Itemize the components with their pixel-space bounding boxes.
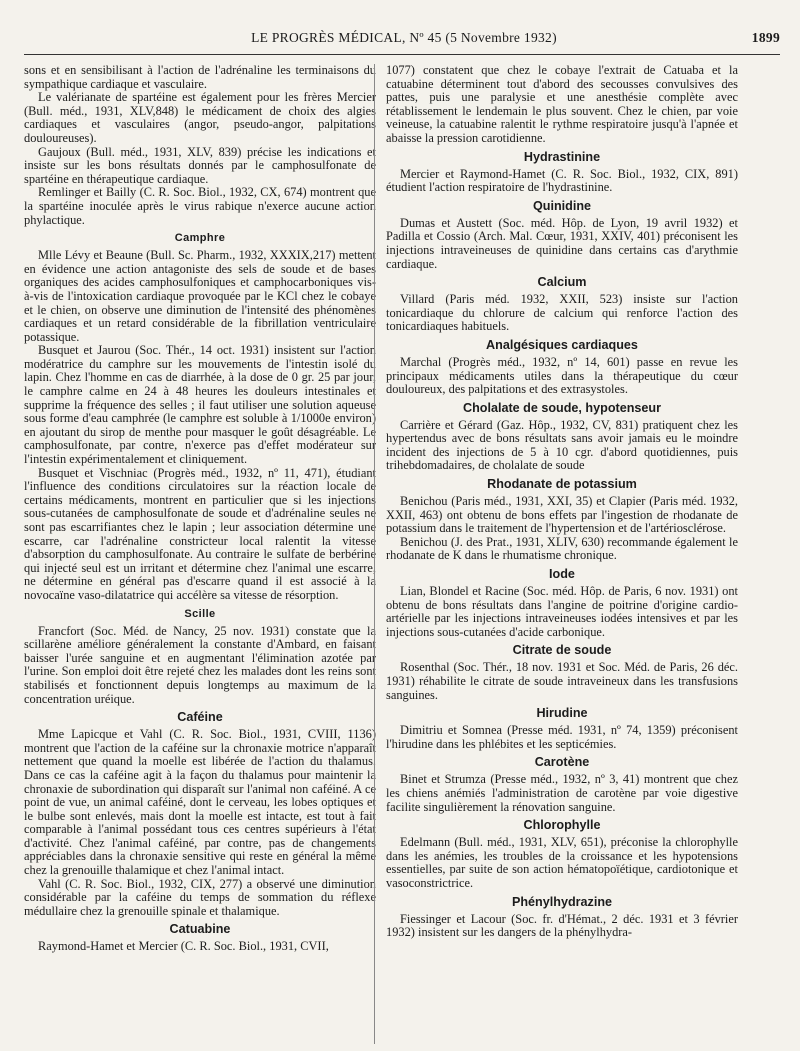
paragraph: Busquet et Vischniac (Progrès méd., 1932, nº 11, 471), étudiant l'influence des conditions circulatoires sur la réaction locale de certains médicaments, montrent en particulier que si les injections sous-cutanées de camphosulfonate de soude et d'adrénaline seules ne sont pas escarrifiantes chez le lapin ; leur association détermine une escarre, car l'adrénaline constricteur local ralentit la vitesse d'absorption du camphosulfonate. Au contraire le sulfate de berbérine qui injecté seul est un irritant et détermine chez l'animal une escarre, ne détermine en général pas d'escarre quand il est associé à la novocaïne vaso-dilatatrice qui accélère sa vitesse de résorption. — [24, 465, 376, 602]
page-number: 1899 — [751, 30, 780, 45]
right-column — [386, 64, 738, 1044]
paragraph: Binet et Strumza (Presse méd., 1932, nº 3, 41) montrent que chez les chiens anémiés l'administration de carotène par voie digestive facilite singulièrement la rénovation sanguine. — [386, 772, 738, 814]
paragraph: Francfort (Soc. Méd. de Nancy, 25 nov. 1931) constate que la scillarène améliore généralement la constante d'Ambard, en faisant baisser l'urée sanguine et en augmentant l'élimination azotée par l'urine. Son emploi doit être rejeté chez les malades dont les reins sont stabilisés et fonctionnent depuis longtemps au maximum de la concentration uréique. — [24, 623, 376, 706]
running-header — [28, 30, 780, 50]
paragraph: Mlle Lévy et Beaune (Bull. Sc. Pharm., 1932, XXXIX,217) mettent en évidence une action antagoniste des sels de soude et de bases organiques des acides camphosulfoniques et camphocarboniques vis-à-vis de l'intoxication cardiaque provoquée par le KCl chez le cobaye et le chien, on observe une diminution de l'intensité des phénomènes cardiaques et un retard considérable de la fibrillation ventriculaire potassique. — [24, 248, 376, 344]
section-heading: Carotène — [534, 755, 590, 770]
paragraph: Villard (Paris méd. 1932, XXII, 523) insiste sur l'action tonicardiaque du chlorure de calcium qui renforce l'action des tonicardiaques habituels. — [386, 292, 738, 334]
paragraph: 1077) constatent que chez le cobaye l'extrait de Catuaba et la catuabine déterminent tout d'abord des secousses convulsives des pattes, puis une paralysie et une anesthésie complète avec rétablissement le lendemain le plus souvent. Chez le chien, par voie veineuse, la catuabine ralentit le rythme respiratoire jusqu'à l'apnée et abaisse la pression carotidienne. — [386, 64, 738, 145]
paragraph: Dimitriu et Somnea (Presse méd. 1931, nº 74, 1359) préconisent l'hirudine dans les phlébites et les septicémies. — [386, 723, 738, 751]
section-heading: Hydrastinine — [523, 149, 601, 164]
paragraph: Fiessinger et Lacour (Soc. fr. d'Hémat., 2 déc. 1931 et 3 février 1932) insistent sur les dangers de la phénylhydra- — [386, 911, 738, 940]
paragraph: Mercier et Raymond-Hamet (C. R. Soc. Biol., 1932, CIX, 891) étudient l'action respiratoire de l'hydrastinine. — [386, 166, 738, 195]
section-heading: Calcium — [537, 275, 587, 290]
section-heading: Iode — [549, 567, 575, 582]
section-heading: Cholalate de soude, hypotenseur — [462, 400, 662, 415]
section-heading: Scille — [184, 607, 216, 620]
journal-title: LE PROGRÈS MÉDICAL, Nº 45 (5 Novembre 1932) — [251, 30, 557, 45]
paragraph: Le valérianate de spartéine est également pour les frères Mercier (Bull. méd., 1931, XLV,848) le médicament de choix des algies cardiaques et vasculaires (angor, pseudo-angor, palpitations douloureuses). — [24, 90, 376, 145]
section-heading: Caféine — [177, 710, 223, 725]
paragraph: Rosenthal (Soc. Thér., 18 nov. 1931 et Soc. Méd. de Paris, 26 déc. 1931) réhabilite le citrate de soude intraveineux dans les transfusions sanguines. — [386, 660, 738, 702]
paragraph: Remlinger et Bailly (C. R. Soc. Biol., 1932, CX, 674) montrent que la spartéine inoculée après le virus rabique n'exerce aucune action phylactique. — [24, 185, 376, 227]
paragraph: Lian, Blondel et Racine (Soc. méd. Hôp. de Paris, 6 nov. 1931) ont obtenu de bons résultats dans l'angine de poitrine d'origine cardio-artérielle par les injections intraveineuses iodées intensives et par les injections sous-cutanées d'acide carbonique. — [386, 584, 738, 639]
section-heading: Hirudine — [536, 706, 588, 721]
section-heading: Chlorophylle — [523, 818, 601, 833]
left-column — [24, 64, 376, 1044]
paragraph: sons et en sensibilisant à l'action de l'adrénaline les terminaisons du sympathique cardiaque et vasculaire. — [24, 64, 376, 91]
section-heading: Camphre — [174, 232, 226, 245]
paragraph: Marchal (Progrès méd., 1932, nº 14, 601) passe en revue les principaux médicaments utiles dans la thérapeutique du cœur douloureux, des palpitations et des extrasystoles. — [386, 354, 738, 397]
section-heading: Catuabine — [169, 922, 231, 937]
section-heading: Rhodanate de potassium — [487, 477, 637, 492]
section-heading: Citrate de soude — [512, 643, 612, 658]
section-heading: Phénylhydrazine — [511, 894, 613, 909]
section-heading: Analgésiques cardiaques — [486, 337, 638, 352]
paragraph: Benichou (Paris méd., 1931, XXI, 35) et Clapier (Paris méd. 1932, XXII, 463) ont obtenu de bons effets par l'ingestion de rhodanate de potassium dans le traitement de l'hypertension et de l'artériosclérose. — [386, 494, 738, 536]
paragraph: Busquet et Jaurou (Soc. Thér., 14 oct. 1931) insistent sur l'action modératrice du camphre sur les mouvements de l'intestin isolé du lapin. Chez l'homme en cas de diarrhée, à la dose de 0 gr. 25 par jour, le camphre calme en 24 à 48 heures les douleurs intestinales et supprime la fréquence des selles ; il faut utiliser une solution aqueuse sous forme d'eau camphrée (le camphre est soluble à 1/1000e environ) en ajoutant du sirop de menthe pour masquer le goût désagréable. Le camphosulfonate, par contre, n'exerce pas d'effet modérateur sur l'intestin expérimentalement et cliniquement. — [24, 343, 376, 467]
paragraph: Benichou (J. des Prat., 1931, XLIV, 630) recommande également le rhodanate de K dans le rhumatisme chronique. — [386, 534, 738, 563]
column-divider — [374, 64, 375, 1044]
paragraph: Gaujoux (Bull. méd., 1931, XLV, 839) précise les indications et insiste sur les bons résultats donnés par le camphosulfonate de spartéine en thérapeutique cardiaque. — [24, 144, 376, 186]
paragraph: Edelmann (Bull. méd., 1931, XLV, 651), préconise la chlorophylle dans les anémies, les troubles de la croissance et les hypotensions essentielles, par suite de son action hématopoïétique, cardiotonique et vasoconstrictrice. — [386, 835, 738, 890]
paragraph: Raymond-Hamet et Mercier (C. R. Soc. Biol., 1931, CVII, — [38, 939, 329, 954]
header-rule — [24, 54, 780, 55]
paragraph: Vahl (C. R. Soc. Biol., 1932, CIX, 277) a observé une diminution considérable par la caféine du temps de sommation du réflexe médullaire chez la grenouille spinale et thalamique. — [24, 876, 376, 918]
paragraph: Mme Lapicque et Vahl (C. R. Soc. Biol., 1931, CVIII, 1136) montrent que l'action de la caféine sur la chronaxie motrice n'apparaît nettement que quand la moelle est libérée de l'action du thalamus. Dans ce cas la caféine agit à la façon du thalamus pour maintenir la chronaxie de subordination qui disparaît sur l'animal non caféiné. A ce point de vue, un animal caféiné, dont le cerveau, les lobes optiques et le bulbe sont enlevés, mais dont la moelle est intacte, est tout à fait comparable à l'animal possédant tous ces centres supérieurs à l'état d'activité. Chez l'animal caféiné, par contre, pas de changements appréciables dans la chronaxie sensitive qui reste en général la même chez la grenouille thalamique et chez l'animal intact. — [24, 727, 376, 878]
paragraph: Carrière et Gérard (Gaz. Hôp., 1932, CV, 831) pratiquent chez les hypertendus avec de bons résultats sans avoir jamais eu le moindre incident des injections de 5 à 10 cgr. d'abord quotidiennes, puis trihebdomadaires, de cholalate de soude — [386, 417, 738, 473]
paragraph: Dumas et Austett (Soc. méd. Hôp. de Lyon, 19 avril 1932) et Padilla et Cossio (Arch. Mal. Cœur, 1931, XXIV, 401) préconisent les injections intraveineuses de quinidine dans certains cas d'arythmie cardiaque. — [386, 215, 738, 271]
section-heading: Quinidine — [532, 198, 592, 213]
